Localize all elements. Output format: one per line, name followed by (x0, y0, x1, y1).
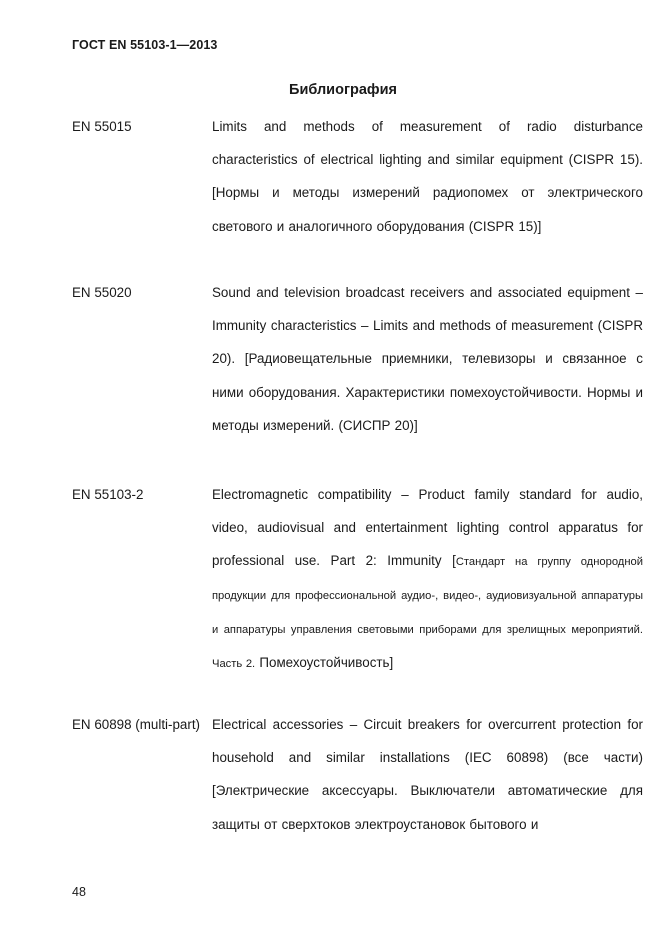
entry-code: EN 55015 (72, 119, 132, 134)
entry-description-end: Помехоустойчивость] (259, 655, 394, 671)
entry-description: Sound and television broadcast receivers and associated equipment – Immunity characteristics – Limits and methods of measurement (CISPR 20). [Радиовещательные приемники, телевизоры и связанное с ними оборудования. Характеристики помехоустойчивости. Нормы и методы измерений. (СИСПР 20)] (212, 285, 643, 433)
bibliography-title: Библиография (289, 82, 397, 98)
entry-code: EN 60898 (multi-part) (72, 717, 201, 732)
entry-description: Limits and methods of measurement of radio disturbance characteristics of electrical lighting and similar equipment (CISPR 15). [Нормы и методы измерений радиопомех от электрического светового и аналогичного оборудования (CISPR 15)] (212, 119, 643, 234)
bibliography-entry (72, 708, 643, 841)
bibliography-entry (72, 478, 643, 680)
entry-description: Electrical accessories – Circuit breakers for overcurrent protection for household and similar installations (IEC 60898) (все части) [Электрические аксессуары. Выключатели автоматические для защиты от сверхтоков электроустановок бытового и (212, 717, 643, 832)
page-number: 48 (72, 885, 86, 899)
entry-code: EN 55103-2 (72, 487, 144, 502)
standard-header: ГОСТ EN 55103-1—2013 (72, 38, 218, 52)
bibliography-entry (72, 110, 643, 243)
entry-description-russian: Стандарт на группу однородной продукции для профессиональной аудио-, видео-, аудиовизуальной аппаратуры и аппаратуры управления световыми приборами для зрелищных мероприятий. Часть 2. (212, 556, 643, 671)
entry-description (212, 478, 643, 680)
entry-code: EN 55020 (72, 285, 132, 300)
bibliography-entry (72, 276, 643, 442)
entry-description-english: Electromagnetic compatibility – Product family standard for audio, video, audiovisual and entertainment lighting control apparatus for professional use. Part 2: Immunity [ (212, 487, 643, 569)
